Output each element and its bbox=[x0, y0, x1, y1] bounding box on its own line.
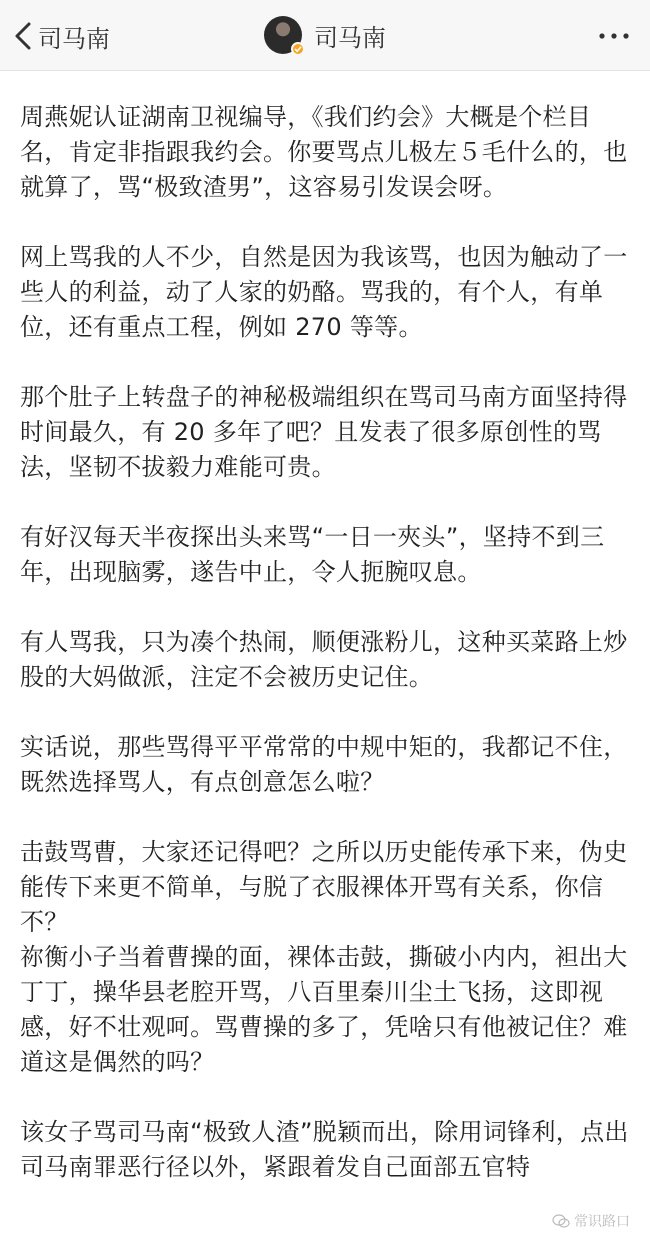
post-paragraph: 该女子骂司马南“极致人渣”脱颖而出，除用词锋利，点出司马南罪恶行径以外，紧跟着发自己面部五官特 bbox=[20, 1118, 629, 1181]
avatar-container[interactable] bbox=[264, 16, 302, 54]
profile-header[interactable] bbox=[264, 14, 386, 56]
post-paragraph: 实话说，那些骂得平平常常的中规中矩的，我都记不住，既然选择骂人，有点创意怎么啦？ bbox=[20, 733, 628, 796]
post-body bbox=[20, 100, 635, 1185]
more-options-button[interactable] bbox=[596, 26, 632, 46]
watermark bbox=[552, 1211, 630, 1231]
page-title: 司马南 bbox=[314, 23, 386, 52]
back-label: 司马南 bbox=[38, 24, 110, 53]
post-paragraph: 有人骂我，只为凑个热闹，顺便涨粉儿，这种买菜路上炒股的大妈做派，注定不会被历史记住。 bbox=[20, 628, 628, 691]
post-paragraph: 网上骂我的人不少，自然是因为我该骂，也因为触动了一些人的利益，动了人家的奶酪。骂我的，有个人，有单位，还有重点工程，例如 270 等等。 bbox=[20, 243, 628, 341]
verified-badge-icon bbox=[291, 42, 305, 56]
chevron-left-icon bbox=[12, 21, 34, 51]
wechat-icon bbox=[552, 1213, 570, 1229]
back-button[interactable] bbox=[12, 16, 110, 56]
post-paragraph: 击鼓骂曹，大家还记得吧？之所以历史能传承下来，伪史能传下来更不简单，与脱了衣服裸体开骂有关系，你信不？ bbox=[20, 838, 628, 936]
post-paragraph: 有好汉每天半夜探出头来骂“一日一夾头”，坚持不到三年，出现脑雾，遂告中止，令人扼腕叹息。 bbox=[20, 523, 605, 586]
watermark-text: 常识路口 bbox=[574, 1214, 630, 1230]
post-paragraph: 祢衡小子当着曹操的面，裸体击鼓，撕破小内内，袒出大丁丁，操华县老腔开骂，八百里秦川尘土飞扬，这即视感，好不壮观呵。骂曹操的多了，凭啥只有他被记住？难道这是偶然的吗？ bbox=[20, 943, 628, 1076]
top-nav-bar bbox=[0, 0, 650, 71]
post-paragraph: 那个肚子上转盘子的神秘极端组织在骂司马南方面坚持得时间最久，有 20 多年了吧？且发表了很多原创性的骂法，坚韧不拔毅力难能可贵。 bbox=[20, 383, 628, 481]
more-dots-icon bbox=[596, 26, 632, 46]
post-paragraph: 周燕妮认证湖南卫视编导，《我们约会》大概是个栏目名，肯定非指跟我约会。你要骂点儿极左５毛什么的，也就算了，骂“极致渣男”，这容易引发误会呀。 bbox=[20, 103, 628, 201]
